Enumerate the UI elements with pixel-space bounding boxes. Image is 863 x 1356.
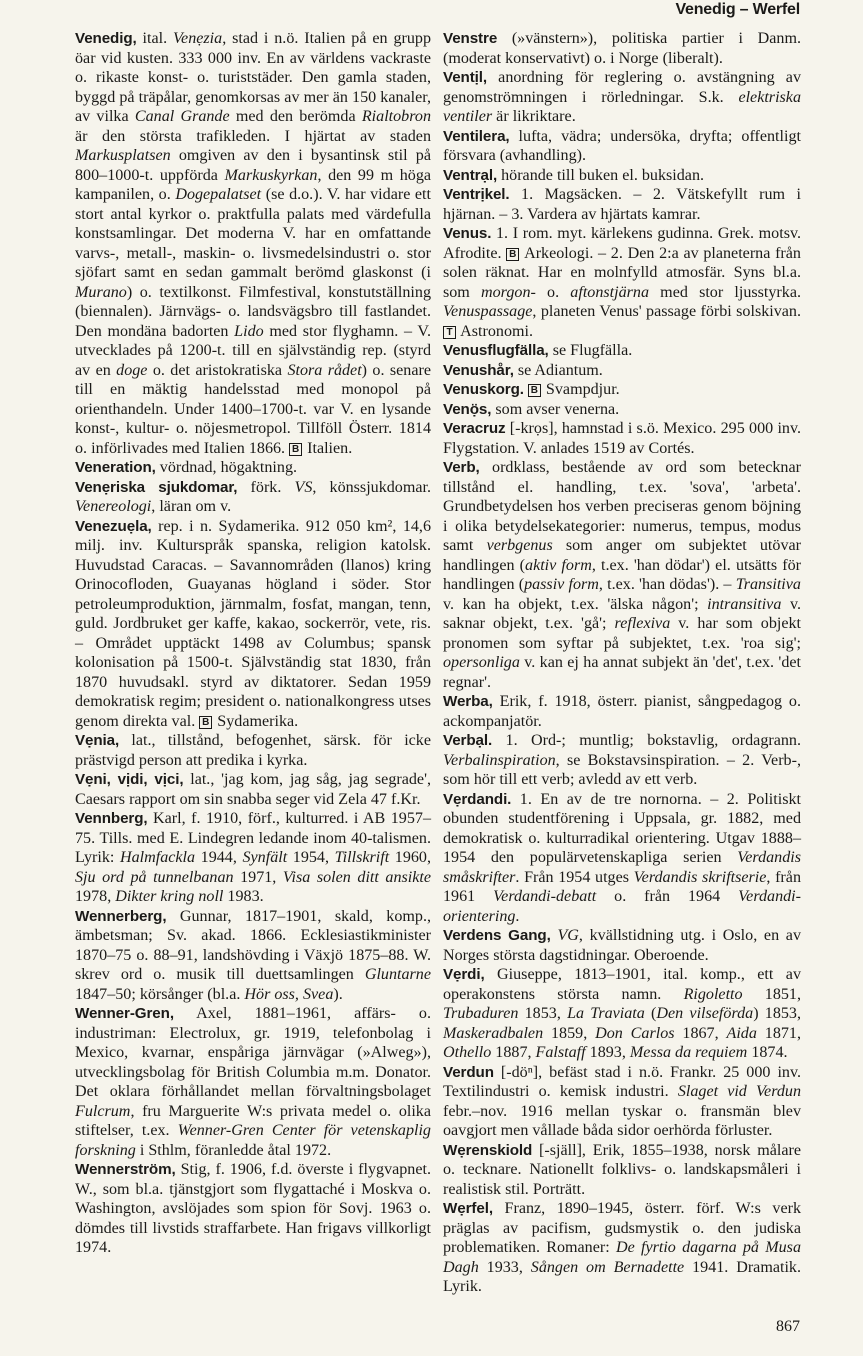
- italic-term: Gluntarne: [364, 966, 431, 983]
- dictionary-entry: [75, 29, 431, 458]
- dictionary-entry: [443, 68, 801, 127]
- entry-text: 1887,: [491, 1044, 536, 1061]
- entry-text: febr.–nov. 1916 mellan tyskar o. fransmän blev oavgjort men vållade båda sidor oerhörda förluster.: [443, 1102, 801, 1139]
- italic-term: Wenner-Gren Center för vetenskaplig forskning: [75, 1122, 431, 1159]
- entry-text: (se d.o.). V. har vidare ett stort antal kyrkor o. praktfulla palats med värdefulla konstsamlingar. Det moderna V. har en omfattande varvs-, metall-, maskin- o. livsmedelsindustri o. stor sjöfart samt en sedan gammalt berömd glaskonst (i: [75, 186, 432, 281]
- entry-text: , könssjukdomar.: [312, 478, 432, 496]
- dictionary-entry: [75, 770, 431, 809]
- entry-text: , stad i n.ö. Italien på en grupp öar vid kusten. 333 000 inv. En av världens vackraste o. rikaste konst- o. turiststäder. Den gamla staden, byggd på träpålar, genomkorsas av mer än 150 kanaler, av vilka: [75, 30, 431, 125]
- italic-term: Falstaff: [535, 1044, 586, 1061]
- italic-term: Transitiva: [735, 576, 801, 593]
- entry-text: 1983.: [223, 888, 264, 905]
- entry-headword: Venedig,: [75, 30, 137, 47]
- entry-text: Italien.: [303, 439, 353, 457]
- entry-text: 1851,: [742, 985, 802, 1003]
- dictionary-entry: [443, 965, 801, 1063]
- entry-headword: Venus.: [443, 225, 492, 242]
- dictionary-entry: [443, 185, 801, 224]
- illustration-reference-icon: B: [528, 384, 541, 397]
- italic-term: morgon-: [481, 283, 536, 301]
- italic-term: Verdandis skriftserie: [633, 868, 767, 886]
- dictionary-entry: [443, 127, 801, 166]
- entry-headword: Verbạl.: [443, 732, 493, 749]
- entry-text: med stor flyghamn. – V. utvecklades på 1200-t. till en självständig rep. (styrd av en: [75, 322, 431, 379]
- entry-text: som avser venerna.: [491, 400, 620, 418]
- entry-headword: Ventrịkel.: [443, 186, 510, 203]
- entry-text: Erik, f. 1918, österr. pianist, sångpedagog o. ackompanjatör.: [443, 693, 801, 730]
- entry-headword: Venezuẹla,: [75, 517, 152, 535]
- entry-text: lufta, vädra; undersöka, dryfta; offentligt försvara (avhandling).: [443, 127, 801, 164]
- entry-headword: Venẹriska sjukdomar,: [75, 478, 238, 496]
- italic-term: Othello: [443, 1044, 492, 1061]
- dictionary-entry: [75, 907, 431, 1005]
- italic-term: Slaget vid Verdun: [677, 1083, 801, 1100]
- italic-term: opersonliga: [443, 654, 520, 671]
- italic-term: Canal Grande: [134, 108, 230, 125]
- entry-text: ) 1853,: [753, 1005, 801, 1022]
- entry-text: lat., 'jag kom, jag såg, jag segrade', Caesars rapport om sin snabba seger vid Zela 47 f.Kr.: [75, 771, 431, 808]
- entry-text: vördnad, högaktning.: [155, 459, 298, 476]
- entry-text: o.: [535, 283, 571, 301]
- entry-headword: Verdens Gang,: [443, 927, 551, 944]
- running-head: Venedig – Werfel: [675, 1, 800, 18]
- entry-text: 1941. Dramatik. Lyrik.: [443, 1258, 801, 1295]
- entry-text: ) o. textilkonst. Filmfestival, konstutställning (biennalen). Järnvägs- o. landsvägsbro till fastlandet. Den mondäna badorten: [75, 283, 431, 340]
- italic-term: Don Carlos: [595, 1024, 675, 1042]
- entry-text: är den största trafikleden. I hjärtat av staden: [75, 127, 431, 145]
- illustration-reference-icon: B: [289, 443, 302, 456]
- entry-headword: Vẹni, vịdi, vịci,: [75, 771, 184, 788]
- italic-term: VS: [294, 478, 313, 496]
- entry-text: 1954,: [287, 849, 335, 866]
- italic-term: Hör oss, Svea: [244, 985, 334, 1003]
- entry-headword: Wenner-Gren,: [75, 1005, 174, 1022]
- dictionary-entry: [443, 731, 801, 790]
- italic-term: Trubaduren: [443, 1005, 519, 1022]
- entry-text: är likriktare.: [492, 108, 576, 125]
- italic-term: La Traviata: [567, 1005, 645, 1022]
- dictionary-entry: [443, 1063, 801, 1141]
- entry-text: 1853,: [518, 1005, 568, 1022]
- entry-text: , den 99 m höga kampanilen, o.: [75, 166, 432, 203]
- entry-text: [-själl], Erik, 1855–1938, norsk målare o. tecknare. Nationellt folklivs- o. landskapsmåleri i realistisk stil. Porträtt.: [443, 1141, 801, 1198]
- entry-text: Gunnar, 1817–1901, skald, komp., ämbetsman; Sv. akad. 1866. Ecklesiastikminister 1870–75 o. 88–91, landshövding i Växjö 1875–88. W. skrev ord o. musik till duettsamlingen: [75, 907, 431, 983]
- entry-text: Sydamerika.: [213, 712, 299, 730]
- entry-text: [-krọs], hamnstad i s.ö. Mexico. 295 000 inv. Flygstation. V. anlades 1519 av Cortés.: [443, 420, 801, 457]
- dictionary-entry: [443, 29, 801, 68]
- italic-term: Venereologi: [75, 498, 152, 515]
- dictionary-entry: [443, 341, 801, 361]
- entry-text: med stor ljusstyrka.: [649, 283, 801, 301]
- entry-text: , planeten Venus' passage förbi solskivan.: [532, 303, 801, 320]
- entry-text: rep. i n. Sydamerika. 912 050 km², 14,6 milj. inv. Kulturspråk spanska, religion katolsk. Huvudstad Caracas. – Savannområden (llanos) kring Orinocofloden, Guayanas högland i söder. Stor petroleumproduktion, järnmalm, fosfat, mangan, tenn, guld. Jordbruket ger kaffe, kakao, sockerrör, vete, ris. – Området upptäckt 1498 av Columbus; spansk kolonisation på 1500-t. Självständig stat 1830, från 1870 huvudsakl. styrd av diktatorer. Sedan 1959 demokratisk regim; president o. nationalkongress utses genom direkta val.: [75, 517, 431, 730]
- entry-text: 1944,: [195, 849, 243, 866]
- italic-term: Venẹzia: [173, 30, 223, 47]
- italic-term: Visa solen ditt ansikte: [282, 868, 431, 886]
- italic-term: Venuspassage: [443, 303, 533, 320]
- dictionary-entry: [75, 731, 431, 770]
- italic-term: Stora rådet: [287, 361, 362, 379]
- italic-term: verbgenus: [486, 537, 553, 554]
- right-column: [443, 29, 801, 1297]
- dictionary-entry: [75, 809, 431, 907]
- italic-term: De fyrtio dagarna på Musa Dagh: [443, 1239, 801, 1276]
- entry-headword: Vẹrdi,: [443, 966, 485, 983]
- entry-text: o. det aristokratiska: [147, 361, 288, 379]
- entry-text: som anger om subjektet utövar handlingen (: [443, 537, 801, 574]
- entry-headword: Ventrạl,: [443, 166, 498, 184]
- italic-term: VG: [557, 927, 579, 944]
- italic-term: Verbalinspiration: [443, 751, 556, 769]
- italic-term: Tillskrift: [334, 849, 390, 866]
- entry-text: anordning för reglering o. avstängning av genomströmningen i rörledningar. S.k.: [443, 69, 801, 106]
- italic-term: aktiv form: [525, 556, 592, 574]
- entry-text: v. kan ej ha annat subjekt än 'det', t.ex. 'det regnar'.: [443, 654, 801, 691]
- italic-term: reflexiva: [614, 615, 671, 632]
- entry-text: Arkeologi. – 2. Den 2:a av planeterna från solen räknat. Har en molnfylld atmosfär. Syns bl.a. som: [443, 244, 801, 301]
- entry-headword: Verdun: [443, 1063, 494, 1081]
- italic-term: Maskeradbalen: [443, 1024, 544, 1042]
- italic-term: intransitiva: [707, 595, 782, 613]
- italic-term: Verdandi-debatt: [493, 888, 597, 905]
- italic-term: Fulcrum: [75, 1102, 131, 1120]
- illustration-reference-icon: B: [199, 716, 212, 729]
- entry-headword: Venusflugfälla,: [443, 342, 549, 359]
- entry-text: o. från 1964: [596, 888, 739, 905]
- entry-headword: Veracruz: [443, 420, 506, 437]
- entry-text: 1. Ord-; muntlig; bokstavlig, ordagrann.: [492, 732, 801, 749]
- italic-term: Halmfackla: [119, 849, 196, 866]
- entry-headword: Wennerström,: [75, 1161, 176, 1178]
- italic-term: elektriska ventiler: [443, 88, 801, 125]
- illustration-reference-icon: T: [443, 326, 456, 339]
- entry-text: [-döⁿ], befäst stad i n.ö. Frankr. 25 000 inv. Textilindustri o. kemisk industri.: [443, 1063, 801, 1100]
- italic-term: passiv form: [524, 576, 599, 593]
- entry-headword: Wẹrfel,: [443, 1200, 493, 1217]
- entry-text: 1. Magsäcken. – 2. Vätskefyllt rum i hjärnan. – 3. Vardera av hjärtats kamrar.: [443, 186, 801, 223]
- entry-text: lat., tillstånd, befogenhet, särsk. för icke prästvigd person att predika i kyrka.: [75, 732, 431, 769]
- dictionary-entry: [443, 692, 801, 731]
- italic-term: Aida: [726, 1024, 757, 1042]
- entry-text: ital.: [136, 30, 174, 47]
- entry-text: Svampdjur.: [541, 381, 620, 398]
- dictionary-entry: [443, 224, 801, 341]
- entry-text: (: [644, 1005, 657, 1022]
- dictionary-entry: [75, 1160, 431, 1258]
- entry-text: , fru Marguerite W:s privata medel o. olika stiftelser, t.ex.: [75, 1102, 431, 1139]
- entry-text: (»vänstern»), politiska partier i Danm. (moderat konservativt) o. i Norge (liberalt).: [443, 30, 801, 67]
- italic-term: Lido: [234, 322, 264, 340]
- entry-text: 1. En av de tre nornorna. – 2. Politiskt obunden studentförening i Uppsala, gr. 1882, med demokratisk o. kulturradikal orientering. Utgav 1888–1954 den populärvetenskapliga serien: [443, 790, 801, 866]
- dictionary-entry: [75, 1004, 431, 1160]
- entry-text: , se Bokstavsinspiration. – 2. Verb-, som hör till ett verb; avledd av ett verb.: [443, 751, 801, 788]
- dictionary-entry: [443, 1141, 801, 1200]
- entry-text: Astronomi.: [457, 322, 534, 340]
- entry-text: 1847–50; körsånger (bl.a.: [75, 985, 245, 1003]
- dictionary-entry: [443, 361, 801, 381]
- dictionary-entry: [75, 478, 431, 517]
- entry-text: 1. I rom. myt. kärlekens gudinna. Grek. motsv. Afrodite.: [443, 225, 801, 262]
- entry-text: Karl, f. 1910, förf., kulturred. i AB 1957–75. Tills. med E. Lindegren ledande inom 40-talismen. Lyrik:: [75, 810, 431, 866]
- entry-text: ).: [333, 985, 343, 1003]
- entry-text: , t.ex. 'han dödas'). –: [598, 576, 736, 593]
- entry-text: , t.ex. 'han dödar') el. utsätts för handlingen (: [443, 556, 801, 593]
- dictionary-entry: [443, 400, 801, 420]
- entry-headword: Vẹnia,: [75, 732, 120, 749]
- italic-term: Markusplatsen: [75, 147, 171, 164]
- entry-text: ordklass, bestående av ord som betecknar tillstånd el. handling, t.ex. 'sova', 'arbeta'. Grundbetydelsen hos verben preciseras genom böjning i olika betydelsekategorier: numerus, tempus, modus samt: [443, 459, 801, 554]
- entry-headword: Werba,: [443, 693, 493, 710]
- italic-term: Den vilseförda: [656, 1005, 754, 1022]
- dictionary-entry: [443, 790, 801, 927]
- entry-headword: Venọ̈s,: [443, 400, 492, 418]
- entry-headword: Venstre: [443, 30, 498, 47]
- entry-text: i Sthlm, föranledde åtal 1972.: [135, 1141, 332, 1159]
- entry-text: se Flugfälla.: [548, 342, 633, 359]
- entry-text: hörande till buken el. buksidan.: [497, 166, 705, 184]
- illustration-reference-icon: B: [506, 248, 519, 261]
- dictionary-entry: [443, 419, 801, 458]
- dictionary-entry: [443, 380, 801, 400]
- dictionary-entry: [443, 166, 801, 186]
- italic-term: Messa da requiem: [629, 1044, 748, 1061]
- entry-text: . Från 1954 utges: [515, 868, 634, 886]
- italic-term: Rialtobron: [361, 108, 431, 125]
- italic-term: aftonstjärna: [570, 283, 649, 301]
- entry-headword: Ventilera,: [443, 127, 510, 145]
- italic-term: Dogepalatset: [175, 186, 262, 203]
- dictionary-entry: [443, 926, 801, 965]
- dictionary-entry: [443, 458, 801, 692]
- entry-headword: Vẹrdandi.: [443, 790, 512, 808]
- entry-text: 1893,: [585, 1044, 630, 1061]
- italic-term: Sju ord på tunnelbanan: [75, 868, 234, 886]
- entry-text: Giuseppe, 1813–1901, ital. komp., ett av operakonstens största namn.: [443, 966, 801, 1003]
- left-column: [75, 29, 431, 1258]
- entry-headword: Veneration,: [75, 459, 156, 476]
- italic-term: Sången om Bernadette: [530, 1258, 685, 1276]
- italic-term: Markuskyrkan: [224, 166, 318, 184]
- entry-text: 1874.: [747, 1044, 788, 1061]
- entry-text: med den berömda: [229, 108, 362, 125]
- dictionary-entry: [75, 517, 431, 732]
- italic-term: Synfält: [242, 849, 288, 866]
- italic-term: Verdandi-orientering: [443, 888, 801, 925]
- entry-text: 1971,: [233, 868, 283, 886]
- entry-text: ) o. senare till en mäktig handelsstad med monopol på orienthandeln. Under 1400–1700-t. var V. en lysande konst-, kultur- o. nöjesmetropol. Tillföll Österr. 1814 o. införlivades med Italien 1866.: [75, 361, 431, 457]
- entry-text: 1933,: [478, 1258, 531, 1276]
- entry-text: 1978,: [75, 888, 116, 905]
- italic-term: Verdandis småskrifter: [443, 849, 801, 886]
- entry-headword: Ventịl,: [443, 69, 488, 86]
- entry-text: 1871,: [756, 1024, 801, 1042]
- entry-text: Franz, 1890–1945, österr. förf. W:s verk präglas av pacifism, gudsmystik o. den judiska problematiken. Romaner:: [443, 1200, 801, 1256]
- entry-text: v. har som objekt pronomen som syftar på subjektet, t.ex. 'roa sig';: [443, 615, 801, 652]
- dictionary-entry: [443, 1199, 801, 1297]
- entry-text: , läran om v.: [151, 498, 232, 515]
- page-number: 867: [776, 1318, 800, 1335]
- dictionary-entry: [75, 458, 431, 478]
- entry-headword: Wennerberg,: [75, 907, 167, 925]
- italic-term: Dikter kring noll: [115, 888, 224, 905]
- entry-text: 1859,: [543, 1024, 596, 1042]
- entry-text: , kvällstidning utg. i Oslo, en av Norges största dagstidningar. Oberoende.: [443, 927, 801, 964]
- entry-text: v. kan ha objekt, t.ex. 'älska någon';: [443, 595, 708, 613]
- entry-text: 1960,: [389, 849, 432, 866]
- entry-text: förk.: [237, 478, 295, 496]
- entry-headword: Venuskorg.: [443, 381, 524, 398]
- entry-text: Axel, 1881–1961, affärs- o. industriman: Electrolux, gr. 1919, telefonbolag i Mexico, kvarnar, enspåriga järnvägar (»Alweg»), utvecklingsbolag för British Columbia m.m. Donator. Det oklara förhållandet mellan förvaltningsbolaget: [75, 1005, 431, 1100]
- entry-text: 1867,: [674, 1024, 727, 1042]
- entry-headword: Verb,: [443, 459, 480, 476]
- entry-text: omgiven av den i bysantinsk stil på 800–1000-t. uppförda: [75, 147, 431, 184]
- entry-text: .: [515, 907, 520, 925]
- italic-term: Rigoletto: [683, 985, 743, 1003]
- entry-headword: Wẹrenskiold: [443, 1141, 533, 1159]
- entry-text: , från 1961: [443, 868, 801, 905]
- entry-headword: Venushår,: [443, 361, 514, 379]
- entry-text: se Adiantum.: [513, 361, 603, 379]
- entry-headword: Vennberg,: [75, 810, 148, 827]
- entry-text: v. saknar objekt, t.ex. 'gå';: [443, 595, 801, 632]
- italic-term: doge: [116, 361, 148, 379]
- entry-text: Stig, f. 1906, f.d. överste i flygvapnet. W., som bl.a. tjänstgjort som flygattaché i Moskva o. Washington, avslöjades som spion för Sovj. 1963 o. dömdes till livstids straffarbete. Han frigavs villkorligt 1974.: [75, 1161, 431, 1256]
- italic-term: Murano: [75, 283, 127, 301]
